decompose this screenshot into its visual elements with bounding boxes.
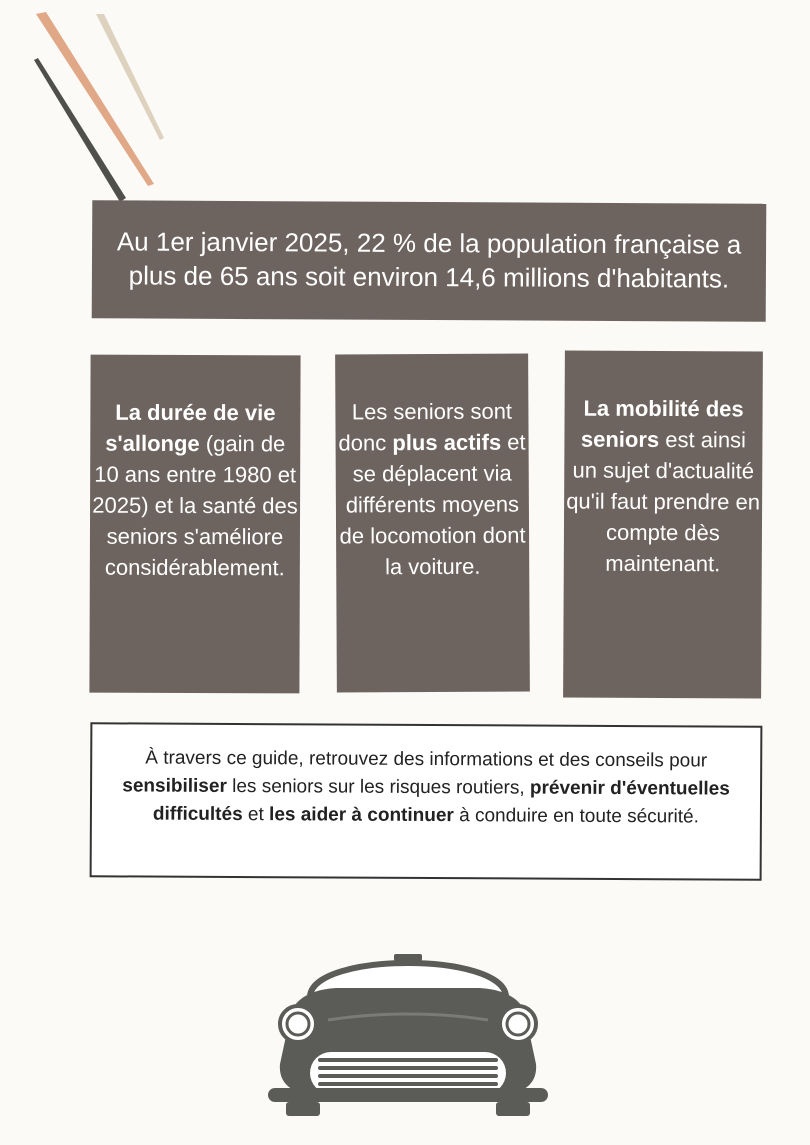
card-senior-mobility bbox=[563, 350, 763, 698]
guide-text-2: les seniors sur les risques routiers, bbox=[226, 775, 530, 799]
guide-text-1: À travers ce guide, retrouvez des informations et des conseils pour bbox=[145, 747, 708, 772]
card1-bold-text: La durée de vie s'allonge bbox=[105, 399, 276, 457]
card2-text-after: et se déplacent via différents moyens de locomotion dont la voiture. bbox=[339, 429, 526, 580]
banner-line-1: Au 1er janvier 2025, 22 % de la population française a bbox=[116, 226, 742, 260]
card3-bold-text: La mobilité des seniors bbox=[580, 395, 744, 452]
banner-line-2: plus de 65 ans soit environ 14,6 millions d'habitants. bbox=[128, 260, 730, 294]
banner-text bbox=[117, 226, 742, 297]
decorative-stripes bbox=[0, 0, 200, 210]
guide-intro-box bbox=[90, 722, 763, 881]
card-life-expectancy bbox=[89, 355, 300, 694]
guide-text-3: et bbox=[242, 804, 270, 826]
card2-bold-text: plus actifs bbox=[392, 429, 502, 456]
card2-text-before: Les seniors sont donc bbox=[338, 398, 513, 456]
vintage-car-icon bbox=[258, 938, 558, 1118]
card-active-seniors bbox=[335, 353, 530, 692]
guide-bold-1: sensibiliser bbox=[122, 775, 227, 797]
card1-text: (gain de 10 ans entre 1980 et 2025) et la santé des seniors s'améliore considérablement. bbox=[92, 431, 298, 581]
guide-bold-3: les aider à continuer bbox=[269, 804, 454, 827]
card3-text: est ainsi un sujet d'actualité qu'il faut prendre en compte dès maintenant. bbox=[566, 426, 761, 577]
guide-bold-2: prévenir d'éventuelles difficultés bbox=[152, 777, 730, 826]
population-banner bbox=[92, 200, 767, 322]
guide-text-4: à conduire en toute sécurité. bbox=[453, 805, 699, 828]
